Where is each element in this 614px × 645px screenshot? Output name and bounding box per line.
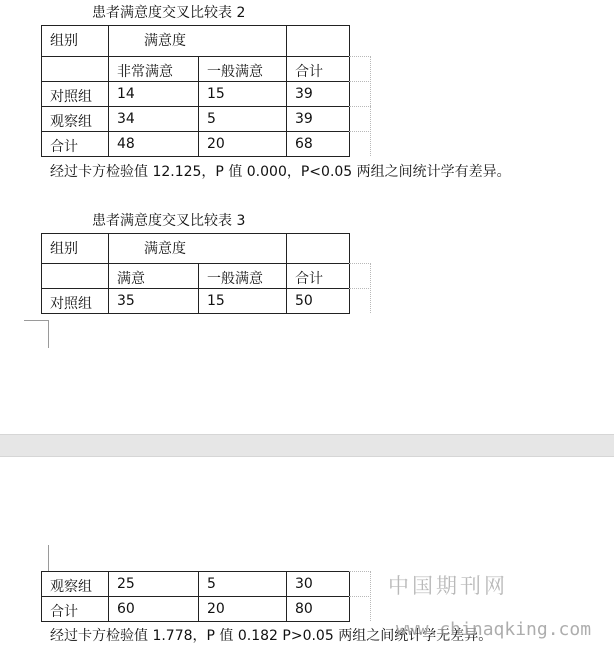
table3-col-total: 合计: [295, 271, 323, 287]
table2-row-label: 对照组: [50, 89, 92, 105]
table2-cell: 5: [207, 111, 216, 127]
table3-cell: 20: [207, 601, 225, 617]
page1-corner-mark-h: [24, 320, 49, 321]
table2-col-total: 合计: [295, 64, 323, 80]
table3-row-label: 观察组: [50, 579, 92, 595]
table2-col-very-satisfied: 非常满意: [117, 64, 173, 80]
page-separator: [0, 434, 614, 457]
page2-corner-mark-v: [48, 545, 49, 571]
table2-col-generally-satisfied: 一般满意: [207, 64, 263, 80]
table2-note: 经过卡方检验值 12.125，P 值 0.000，P<0.05 两组之间统计学有差异。: [50, 164, 511, 180]
table2-row-label: 合计: [50, 139, 78, 155]
table2-cell: 14: [117, 86, 135, 102]
table3-note: 经过卡方检验值 1.778，P 值 0.182 P>0.05 两组之间统计学无差异。: [50, 628, 493, 644]
watermark-url: www.chinaqking.com: [396, 619, 592, 640]
table2-header-group: 组别: [50, 33, 78, 49]
table2-cell: 15: [207, 86, 225, 102]
table3-header-group: 组别: [50, 241, 78, 257]
table2-header-satisfaction: 满意度: [144, 33, 186, 49]
table3-row-label: 合计: [50, 604, 78, 620]
table2-cell: 68: [295, 136, 313, 152]
table2-row-label: 观察组: [50, 114, 92, 130]
table2-cell: 39: [295, 111, 313, 127]
table3-cell: 5: [207, 576, 216, 592]
table3-row-label: 对照组: [50, 296, 92, 312]
table3-cell: 50: [295, 293, 313, 309]
table3-cell: 25: [117, 576, 135, 592]
table3-col-generally-satisfied: 一般满意: [207, 271, 263, 287]
table3-caption: 患者满意度交叉比较表 3: [92, 213, 246, 229]
table3-cell: 30: [295, 576, 313, 592]
table2-cell: 20: [207, 136, 225, 152]
table3-col-satisfied: 满意: [117, 271, 145, 287]
table3-cell: 60: [117, 601, 135, 617]
table2-cell: 39: [295, 86, 313, 102]
table3-cell: 80: [295, 601, 313, 617]
table2-cell: 34: [117, 111, 135, 127]
table3-header-satisfaction: 满意度: [144, 241, 186, 257]
table2-cell: 48: [117, 136, 135, 152]
table3-cell: 15: [207, 293, 225, 309]
page1-corner-mark-v: [48, 320, 49, 348]
table2-caption: 患者满意度交叉比较表 2: [92, 5, 246, 21]
watermark-logo: 中国期刊网: [388, 574, 508, 598]
table3-cell: 35: [117, 293, 135, 309]
